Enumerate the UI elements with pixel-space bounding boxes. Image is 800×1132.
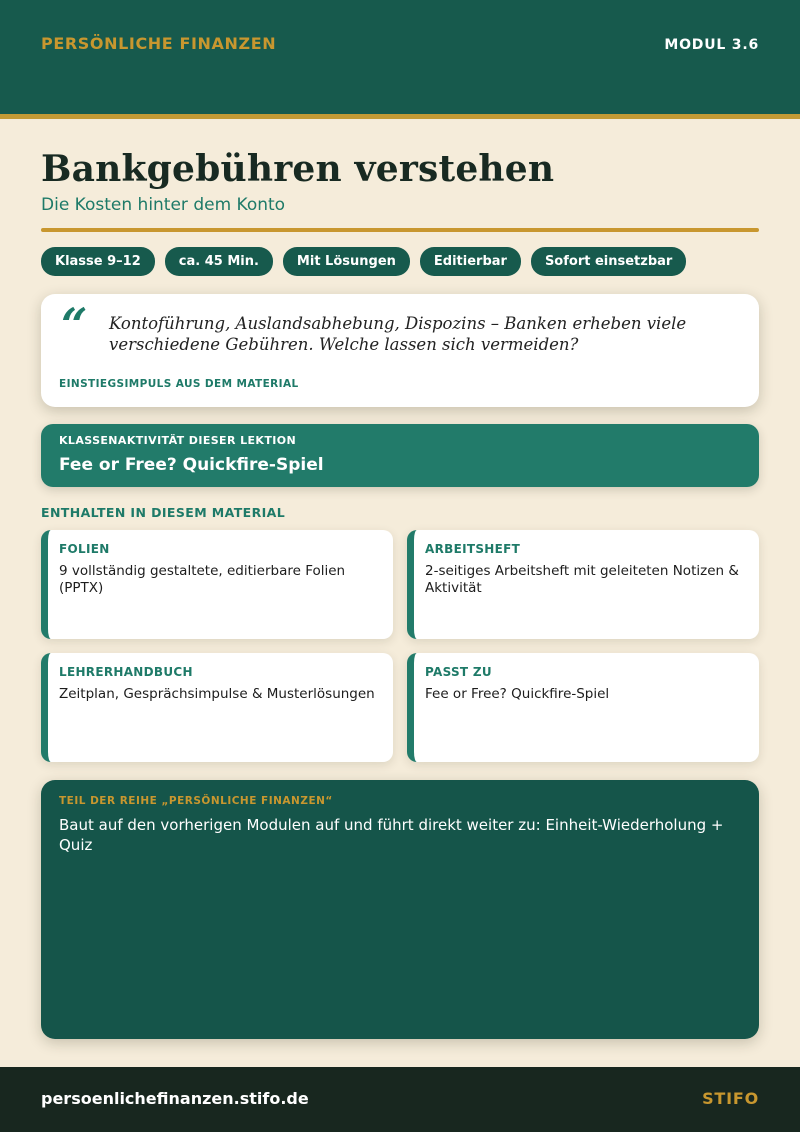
footer-url-link[interactable]: persoenlichefinanzen.stifo.de	[41, 1089, 309, 1108]
content-card-fits-with	[407, 653, 759, 762]
page-subtitle: Die Kosten hinter dem Konto	[41, 195, 286, 215]
card-label: PASST ZU	[425, 665, 492, 679]
tag-solutions: Mit Lösungen	[283, 247, 410, 276]
card-label: ARBEITSHEFT	[425, 542, 521, 556]
header-divider	[0, 114, 800, 119]
series-label: TEIL DER REIHE „PERSÖNLICHE FINANZEN“	[59, 795, 333, 807]
series-panel	[41, 780, 759, 1039]
quote-source: EINSTIEGSIMPULS AUS DEM MATERIAL	[59, 378, 299, 390]
activity-title: Fee or Free? Quickfire-Spiel	[59, 455, 324, 475]
card-text: 2-seitiges Arbeitsheft mit geleiteten Notizen & Aktivität	[425, 563, 739, 596]
tag-list	[41, 247, 686, 276]
content-card-workbook	[407, 530, 759, 639]
brand-name: PERSÖNLICHE FINANZEN	[41, 34, 277, 53]
quote-card	[41, 294, 759, 407]
card-label: LEHRERHANDBUCH	[59, 665, 193, 679]
content-card-slides	[41, 530, 393, 639]
footer-brand: STIFO	[702, 1089, 759, 1108]
quote-icon: “	[61, 298, 88, 352]
quote-text: Kontoführung, Auslandsabhebung, Dispozins – Banken erheben viele verschiedene Gebühren. Welche lassen sich vermeiden?	[109, 314, 687, 354]
tag-ready: Sofort einsetzbar	[531, 247, 686, 276]
module-number: MODUL 3.6	[664, 37, 759, 53]
page-title: Bankgebühren verstehen	[41, 148, 555, 190]
content-card-teacher-guide	[41, 653, 393, 762]
title-divider	[41, 228, 759, 232]
card-label: FOLIEN	[59, 542, 110, 556]
card-text: Zeitplan, Gesprächsimpulse & Musterlösungen	[59, 686, 375, 702]
card-text: Fee or Free? Quickfire-Spiel	[425, 686, 610, 702]
header-bar	[0, 0, 800, 114]
tag-duration: ca. 45 Min.	[165, 247, 273, 276]
tag-grade: Klasse 9–12	[41, 247, 155, 276]
tag-editable: Editierbar	[420, 247, 521, 276]
card-text: 9 vollständig gestaltete, editierbare Folien (PPTX)	[59, 563, 346, 596]
activity-label: KLASSENAKTIVITÄT DIESER LEKTION	[59, 434, 297, 447]
series-text: Baut auf den vorherigen Modulen auf und führt direkt weiter zu: Einheit-Wiederholung + Quiz	[59, 816, 724, 854]
contents-heading: ENTHALTEN IN DIESEM MATERIAL	[41, 505, 286, 520]
footer-bar	[0, 1067, 800, 1132]
activity-banner	[41, 424, 759, 487]
